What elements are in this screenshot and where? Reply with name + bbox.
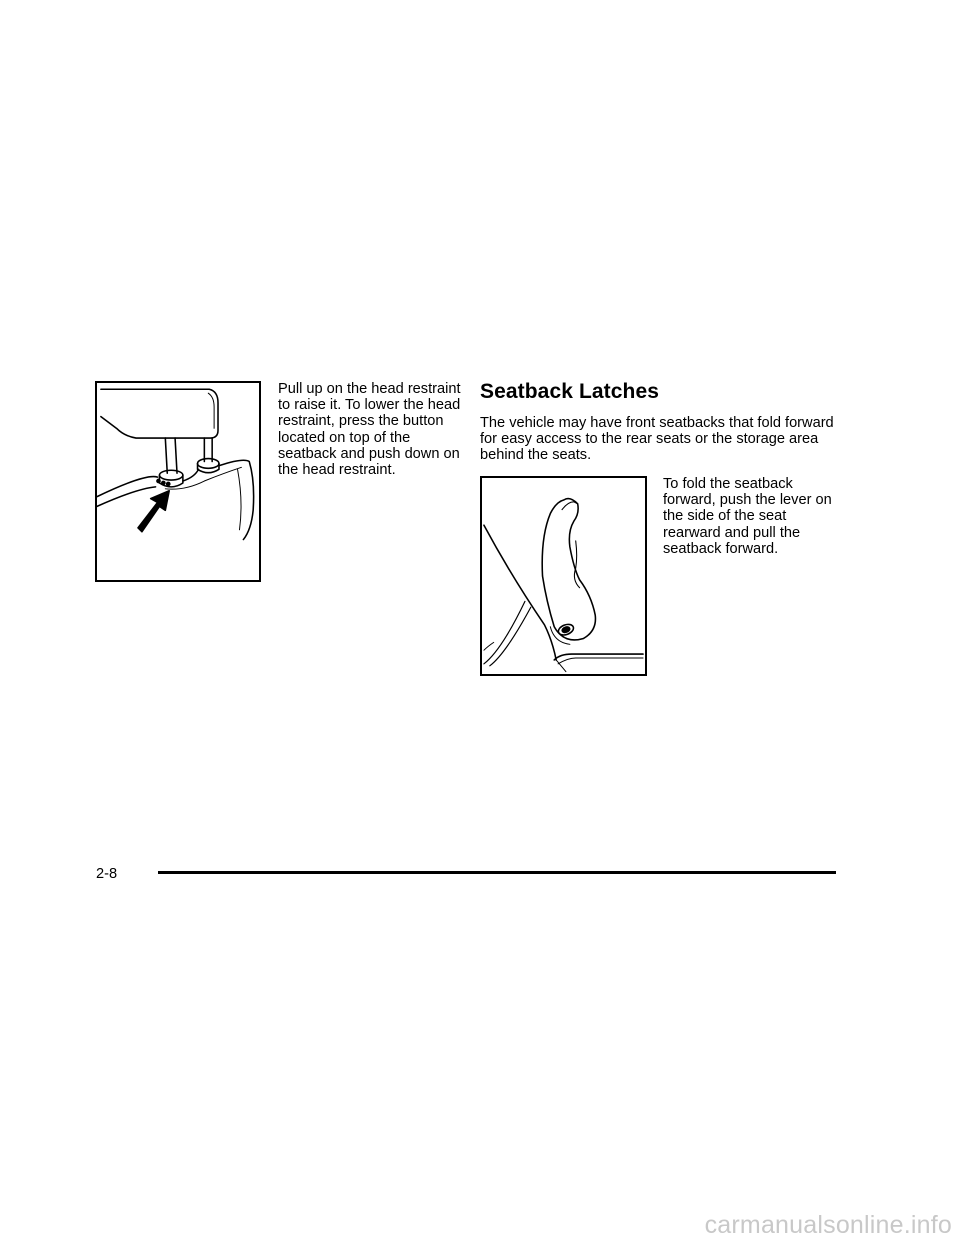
head-restraint-instructions: Pull up on the head restraint to raise it. To lower the head restraint, press the button located on top of the seatback and push down on the head restraint. [278, 381, 461, 479]
seatback-lever-illustration [480, 476, 647, 676]
head-restraint-drawing [97, 383, 259, 580]
section-title: Seatback Latches [480, 380, 660, 403]
page-number: 2-8 [96, 866, 118, 882]
seatback-fold-instructions: To fold the seatback forward, push the lever on the side of the seat rearward and pull the seatback forward. [663, 476, 832, 557]
head-restraint-illustration [95, 381, 261, 582]
seatback-lever-drawing [482, 478, 645, 674]
footer-rule [158, 871, 836, 874]
watermark: carmanualsonline.info [704, 1211, 952, 1239]
seatback-intro-paragraph: The vehicle may have front seatbacks that fold forward for easy access to the rear seats or the storage area behind the seats. [480, 415, 834, 464]
